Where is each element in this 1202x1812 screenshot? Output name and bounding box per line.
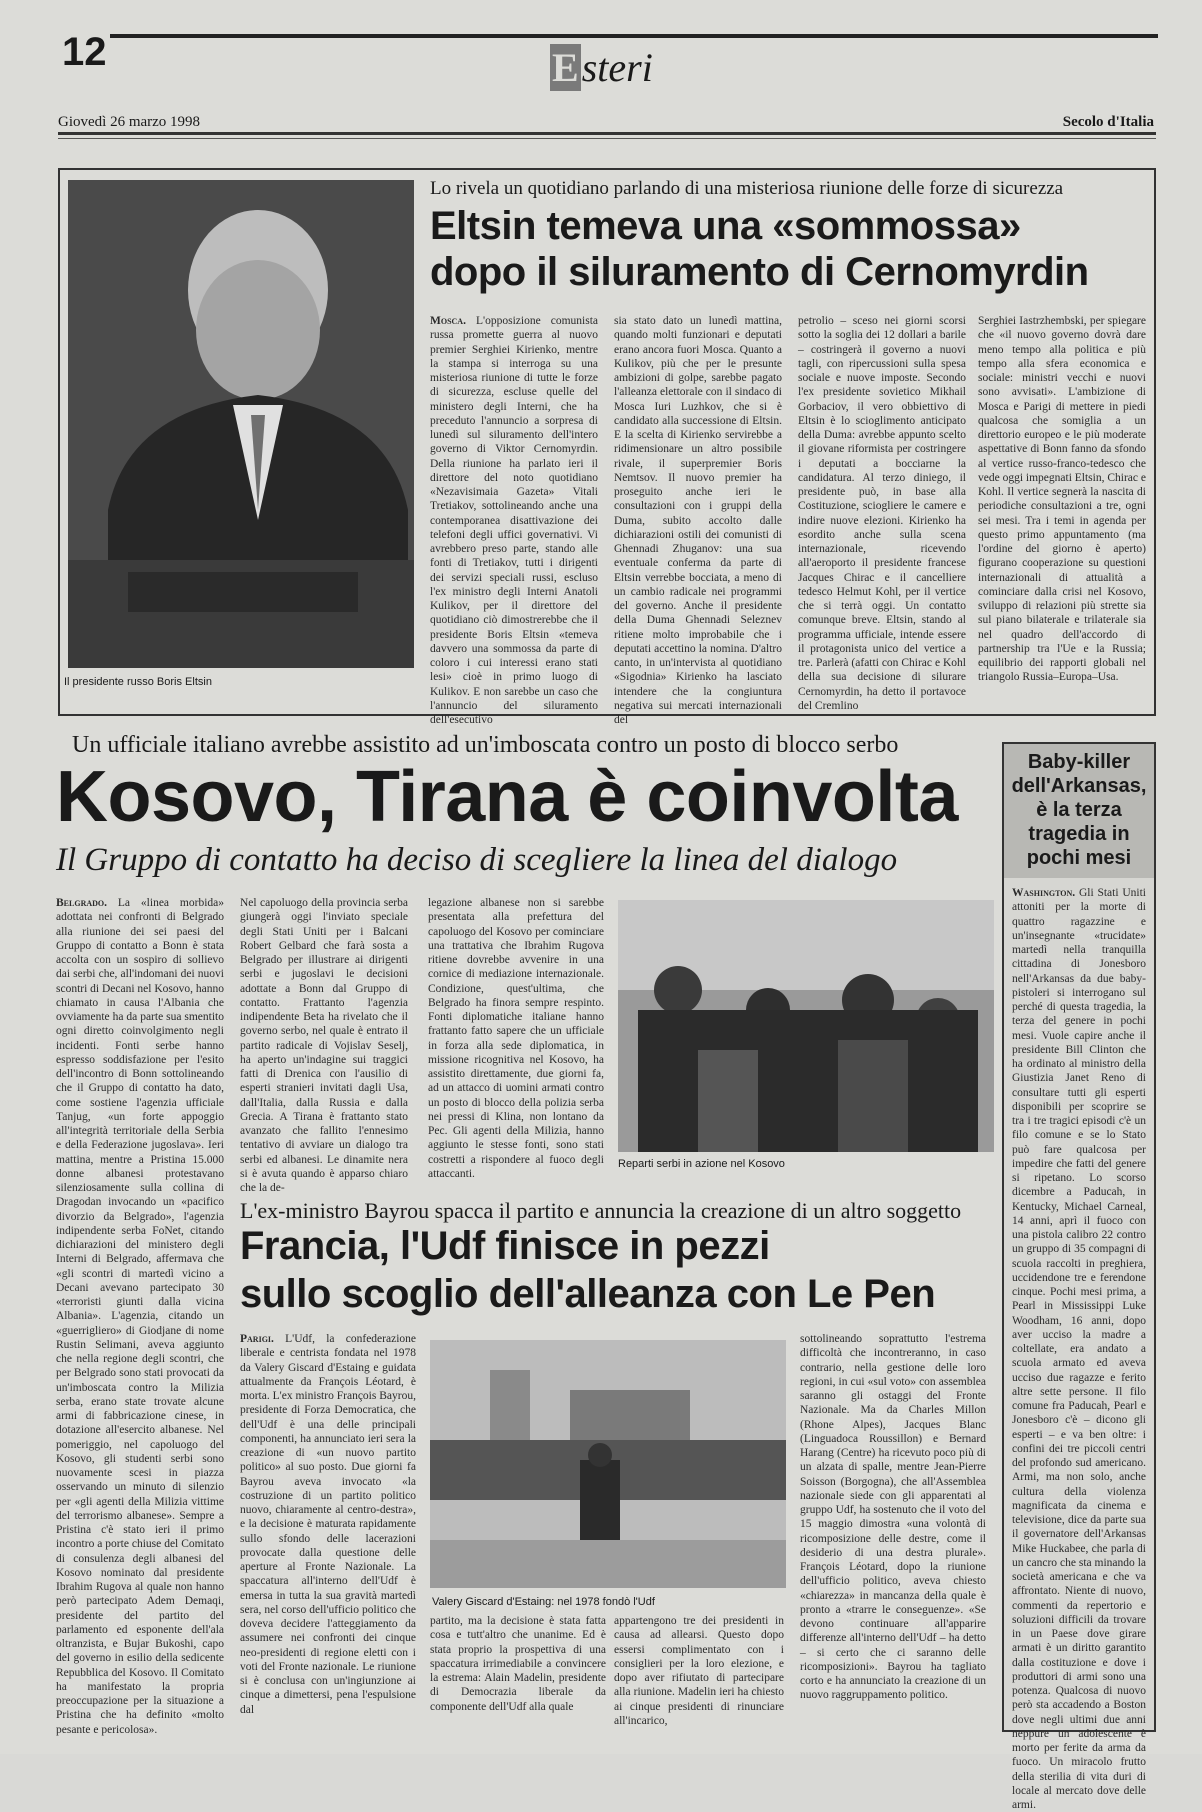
story3-dateline: Parigi. [240,1333,274,1345]
giscard-photo-illustration [430,1340,786,1588]
newspaper-name: Secolo d'Italia [1062,114,1154,130]
story2-column-1 [56,896,224,1736]
sidebar-body: Gli Stati Uniti attoniti per la morte di quattro ragazzine e un'insegnante «trucidate» martedì nella tranquilla cittadina di Jonesboro nell'Arkansas da due baby-pistoleri si interrogano sul perché di questa tragedia, la terza del genere in pochi mesi. Vuole capire anche il presidente Bill Clinton che ha ordinato al ministro della Giustizia Janet Reno di consultare tutti gli esperti disponibili per scoprire se tra i tre tragici episodi c'è un filo comune e se lo Stato può fare qualcosa per impedire che fatti del genere si ripetano. Lo scorso dicembre a Paducah, in Kentucky, Michael Carneal, 14 anni, aprì il fuoco con una pistola calibro 22 contro un gruppo di 35 compagni di scuola raccolti in preghiera, uccidendone tre e ferendone cinque. Pochi mesi prima, a Pearl in Mississippi Luke Woodham, 16 anni, dopo aver ucciso la madre a coltellate, era andato a scuola armato ed aveva ucciso due ragazze e ferito altre sette persone. Il filo comune fra Paducah, Pearl e Jonesboro c'è – dicono gli esperti – e va ben oltre: i confini dei tre piccoli centri del profondo sud americano. Armi, ma non solo, anche cultura della violenza magnificata da cinema e televisione, dice da parte sua il governatore dell'Arkansas Mike Huckabee, che parla di un cancro che sta minando la società americana e che va affrontato. Niente di nuovo, commenti da repertorio e soluzioni difficili da trovare in un Paese dove girare armati è un diritto garantito dalla costituzione e dove i produttori di armi sono una potenza. Qualcosa di nuovo però sta accadendo a Boston dove negli ultimi due anni neppure un adolescente è morto per ferite da arma da fuoco. Un miracolo frutto della sterilia di vita duri di locale al mercato dove delle armi. [1012,887,1146,1811]
kosovo-photo-illustration [618,900,994,1152]
story1-dateline: Mosca. [430,315,466,327]
story2-column-1-text: La «linea morbida» adottata nei confronti di Belgrado alla riunione dei sei paesi del Gruppo di contatto a Bonn è stata accolta con un sospiro di sollievo dai serbi che, all'indomani dei nuovi scontri di Decani nel Kosovo, hanno chiamato in causa l'Albania che ovviamente ha da parte sua smentito ogni diretto coinvolgimento negli incidenti. Fonti serbe hanno espresso soddisfazione per l'esito dell'incontro di Bonn sottolineando che il Gruppo di contatto ha dato, come sostiene l'agenzia ufficiale Tanjug, «un forte appoggio all'integrità territoriale della Serbia e della Federazione jugoslava». Ieri mattina, mentre a Pristina 15.000 donne albanesi protestavano silenziosamente sulla collina di Dragodan invocando un «pacifico divorzio da Belgrado», l'agenzia indipendente serba FoNet, citando dichiarazioni del ministero degli Interni di Belgrado, affermava che «gli scontri di martedì vicino a Decani avevano partecipato 30 «terroristi giunti dalla vicina Albania». L'agenzia, citando un «guerrigliero» di Giodjane di nome Rustin Selimani, aveva aggiunto che nella regione degli scontri, che per Belgrado sono stati provocati da un'imboscata contro la Milizia serba, erano state trovate alcune armi di fabbricazione cinese, in dotazione all'esercito albanese. Nel pomeriggio, nel capoluogo del Kosovo, gli studenti serbi sono nuovamente scesi in piazza osservando un minuto di silenzio per «gli agenti della Milizia vittime del terrorismo albanese». Sempre a Pristina c'è stato ieri il primo incontro a porte chiuse del Comitato di consulenza degli albanesi del Kosovo nominato dal presidente Ibrahim Rugova al quale non hanno però partecipato Adem Demaqi, presidente del partito del parlamento ed esponente dell'ala oltranzista, e Bujar Bukoshi, capo del governo in esilio della sedicente Repubblica del Kosovo. Il Comitato ha manifestato la propria preoccupazione per la situazione a Pristina che ha definito «molto pesante e pericolosa». [56,897,224,1736]
story2-dateline: Belgrado. [56,897,107,909]
issue-date: Giovedì 26 marzo 1998 [58,114,201,130]
sidebar-dateline: Washington. [1012,887,1076,899]
story2-column-3: legazione albanese non si sarebbe presentata alla prefettura del capoluogo del Kosovo per cominciare una trattativa che Ibrahim Rugova ritiene dovrebbe avvenire in una cornice di mediazione internazionale. Condizione, quest'ultima, che Belgrado ha finora sempre respinto. Fonti diplomatiche italiane hanno frattanto fatto sapere che un ufficiale in forza alla sede diplomatica, in missione ricognitiva nel Kosovo, ha assistito direttamente, due giorni fa, ad un attacco di uomini armati contro un posto di blocco della polizia serba nei pressi di Klina, non lontano da Pec. Gli agenti della Milizia, hanno aggiunto le stesse fonti, sono stati costretti a rispondere al fuoco degli attaccanti. [428,897,604,1180]
section-rest: steri [581,45,653,90]
eltsin-photo-illustration [68,180,414,668]
header-rule [58,132,1156,135]
story3-column-1-text: L'Udf, la confederazione liberale e centrista fondata nel 1978 da Valery Giscard d'Estaing e guidata attualmente da François Léotard, è morta. L'ex ministro François Bayrou, presidente di Forza Democratica, che dell'Udf è una delle principali componenti, ha annunciato ieri sera la creazione di «un nuovo partito politico» al suo posto. Due giorni fa Bayrou aveva invocato «la costruzione di un partito politico nuovo, chiaramente al centro-destra», e la decisione è maturata rapidamente sullo sfondo delle lacerazioni provocate dalla questione delle aperture al Fronte Nazionale. La spaccatura all'interno dell'Udf è emersa in tutta la sua gravità martedì sera, nel corso dell'ufficio politico che doveva decidere l'atteggiamento da assumere nei confronti dei cinque neo-presidenti di regione eletti con i voti del Fronte nazionale. Le riunione si è conclusa con un'ingiunzione ai cinque a dimettersi, pena l'espulsione dal [240,1333,416,1716]
section-initial: E [552,45,579,90]
story2-kicker: Un ufficiale italiano avrebbe assistito ad un'imboscata contro un posto di blocco serbo [72,732,899,758]
story3-column-4: sottolineando soprattutto l'estrema difficoltà che incontreranno, in caso contrario, nella gestione delle loro regioni, in cui «sul voto» con assemblea saranno gli ostaggi del Fronte Nazionale. Ma da Charles Millon (Rhone Alpes), Jacques Blanc (Linguadoca Roussillon) e Bernard Harang (Centre) ha ricevuto poco più di un alzata di spalle, mentre Jean-Pierre Soisson (Borgogna), che all'Assemblea nazionale siede con gli apparentati al gruppo Udf, ha sostenuto che il voto del 15 maggio dimostra «una volontà di ricomposizione delle destre, come il desiderio di una destra plurale». François Léotard, dopo la riunione dell'ufficio politico, aveva chiesto «chiarezza» in mancanza della quale è pronto a «trarre le conseguenze». «Se devono continuare all'apparire differenze all'interno dell'Udf – ha detto – si certo che ci saranno delle ricomposizioni». Bayrou ha tagliato corto e ha annunciato la creazione di un nuovo raggruppamento politico. [800,1333,986,1702]
eltsin-photo-caption: Il presidente russo Boris Eltsin [64,676,212,688]
story2-subhead: Il Gruppo di contatto ha deciso di scegliere la linea del dialogo [56,842,898,878]
story1-column-1 [430,314,598,726]
story1-column-4: Serghiei Iastrzhembski, per spiegare che «il nuovo governo dovrà dare meno tempo alla politica e più tempo alla sfera economica e sociale: ministri vecchi e nuovi sono avvisati». L'ambizione di Mosca e Parigi di mettere in piedi qualcosa che somiglia a un direttorio europeo e le più moderate aspettative di Bonn fanno da sfondo al vertice russo-franco-tedesco che vede oggi impegnati Eltsin, Chirac e Kohl. Il vertice segnerà la nascita di periodiche consultazioni a tre, ogni sei mesi. Tra i temi in agenda per questo primo appuntamento (ma l'ordine del giorno è aperto) figurano cooperazione su questioni internazionali di attualità a cominciare dalla crisi nel Kosovo, sviluppo di relazioni più strette sia sul piano bilaterale e trilaterale sia nel quadro dell'accordo di partnership tra l'Ue e la Russia; equilibrio dei rapporti globali nel triangolo Russia–Europa–Usa. [978,315,1146,684]
sidebar-headline: Baby-killer dell'Arkansas, è la terza tragedia in pochi mesi [1004,744,1154,878]
story1-column-3: petrolio – sceso nei giorni scorsi sotto la soglia dei 12 dollari a barile – costringerà il governo a nuovi tagli, con ripercussioni sulla spesa sociale e nuove imposte. Secondo l'ex presidente sovietico Mikhail Gorbaciov, il vero obbiettivo di Eltsin è lo scioglimento anticipato della Duma: avrebbe appunto scelto il giovane riformista per costringere i deputati a bocciarne la candidatura. Al terzo diniego, il presidente può, in base alla Costituzione, sciogliere le camere e indire nuove elezioni. Kirienko ha esordito anche sulla scena internazionale, ricevendo all'aeroporto il presidente francese Jacques Chirac e il cancelliere tedesco Helmut Kohl, per il vertice che si terrà oggi. Un contatto comunque breve. Eltsin, stando al programma ufficiale, intende essere il protagonista unico del vertice a tre. Parlerà (afatti con Chirac e Kohl della sua decisione di silurare Cernomyrdin, ha detto il portavoce del Cremlino [798,315,966,712]
story3-headline-line1: Francia, l'Udf finisce in pezzi [240,1224,770,1268]
sidebar-box [1002,742,1156,1811]
story2-column-2: Nel capoluogo della provincia serba giungerà oggi l'inviato speciale degli Stati Uniti per i Balcani Robert Gelbard che farà sosta a Belgrado per illustrare ai dirigenti serbi e jugoslavi le decisioni adottate a Bonn dal Gruppo di contatto. Frattanto l'agenzia indipendente Beta ha rivelato che il governo serbo, nel quale è entrato il partito radicale di Vojislav Seselj, ha aperto un'indagine sui traggici fatti di Drenica con l'ausilio di esperti stranieri invitati dagli Usa, dall'Italia, dalla Russia e dalla Grecia. A Tirana è frattanto stato avanzato che fallito l'ennesimo tentativo di avviare un dialogo tra serbi ed albanesi. Le dinamite nera si è avuta quando è apparso chiaro che la de- [240,897,408,1194]
story1-column-1-text: L'opposizione comunista russa promette guerra al nuovo premier Serghiei Kirienko, mentre la stampa si interroga su una misteriosa riunione di tutte le forze di sicurezza, escluse quelle del ministero degli Interni, che ha preceduto l'annuncio a sorpresa di lunedì sul siluramento dell'intero governo di Viktor Cernomyrdin. Della riunione ha parlato ieri il direttore del noto quotidiano «Nezavisimaia Gazeta» Vitali Tretiakov, sottolineando anche una contemporanea disattivazione dei telefoni degli uffici governativi. Vi avrebbero preso parte, stando alle fonti di Tretiakov, tutti i dirigenti dei servizi speciali russi, escluso l'ex ministro degli Interni Anatoli Kulikov, per il direttore del quotidiano ciò dimostrerebbe che il presidente Boris Eltsin «temeva davvero una sommossa da parte di coloro i cui interessi erano stati lesi» cioè in primo luogo di Kulikov. E non sarebbe un caso che l'annuncio del siluramento dell'esecutivo [430,315,598,726]
story1-headline-line1: Eltsin temeva una «sommossa» [430,204,1021,248]
giscard-photo-caption: Valery Giscard d'Estaing: nel 1978 fondò l'Udf [432,1596,655,1608]
story3-headline-line2: sullo scoglio dell'alleanza con Le Pen [240,1272,936,1316]
kosovo-photo [618,900,994,1152]
story2-headline: Kosovo, Tirana è coinvolta [56,757,958,837]
sidebar-text [1004,878,1154,1811]
eltsin-photo [68,180,414,668]
story1-kicker: Lo rivela un quotidiano parlando di una misteriosa riunione delle forze di sicurezza [430,178,1064,199]
story3-column-1 [240,1332,416,1728]
story3-kicker: L'ex-ministro Bayrou spacca il partito e annuncia la creazione di un altro soggetto [240,1198,962,1223]
story3-column-3: appartengono tre dei presidenti in causa ad allearsi. Questo dopo essersi complimentato con i consiglieri per la loro elezione, e dopo aver rifiutato di partecipare alla riunione. Madelin ieri ha chiesto ai cinque presidenti di rinunciare all'incarico, [614,1615,784,1727]
section-title [550,44,653,91]
story1-column-2: sia stato dato un lunedì mattina, quando molti funzionari e deputati erano ancora fuori Mosca. Quanto a Kulikov, più che per le presunte ambizioni di golpe, sarebbe pagato l'alleanza elettorale con il sindaco di Mosca Iuri Luzhkov, che si è candidato alla successione di Eltsin. E la scelta di Kirienko servirebbe a ridimensionare un altro possibile rivale, il superpremier Boris Nemtsov. Il nuovo premier ha proseguito anche ieri le consultazioni con i gruppi della Duma, subito accolto dalle dichiarazioni ostili dei comunisti di Ghennadi Zhuganov: una sua eventuale conferma da parte di Eltsin verrebbe bocciata, a meno di un cambio radicale nei programmi del governo. Anche il presidente della Duma Ghennadi Seleznev ritiene molto improbabile che i deputati accettino la nomina. D'altro canto, in un'intervista al quotidiano «Sigodnia» Kirienko ha lasciato intendere che la congiuntura negativa sui mercati internazionali del [614,315,782,726]
top-rule [110,34,1158,38]
story1-headline-line2: dopo il siluramento di Cernomyrdin [430,250,1089,294]
kosovo-photo-caption: Reparti serbi in azione nel Kosovo [618,1158,785,1170]
giscard-photo [430,1340,786,1588]
page-number: 12 [62,30,107,74]
header-rule-thin [58,138,1156,139]
story3-column-2: partito, ma la decisione è stata fatta cosa e tutt'altro che unanime. Ed è stata proprio la prospettiva di una spaccatura irrimediabile a convincere la estrema: Alain Madelin, presidente di Democrazia liberale da componente dell'Udf alla quale [430,1615,606,1713]
